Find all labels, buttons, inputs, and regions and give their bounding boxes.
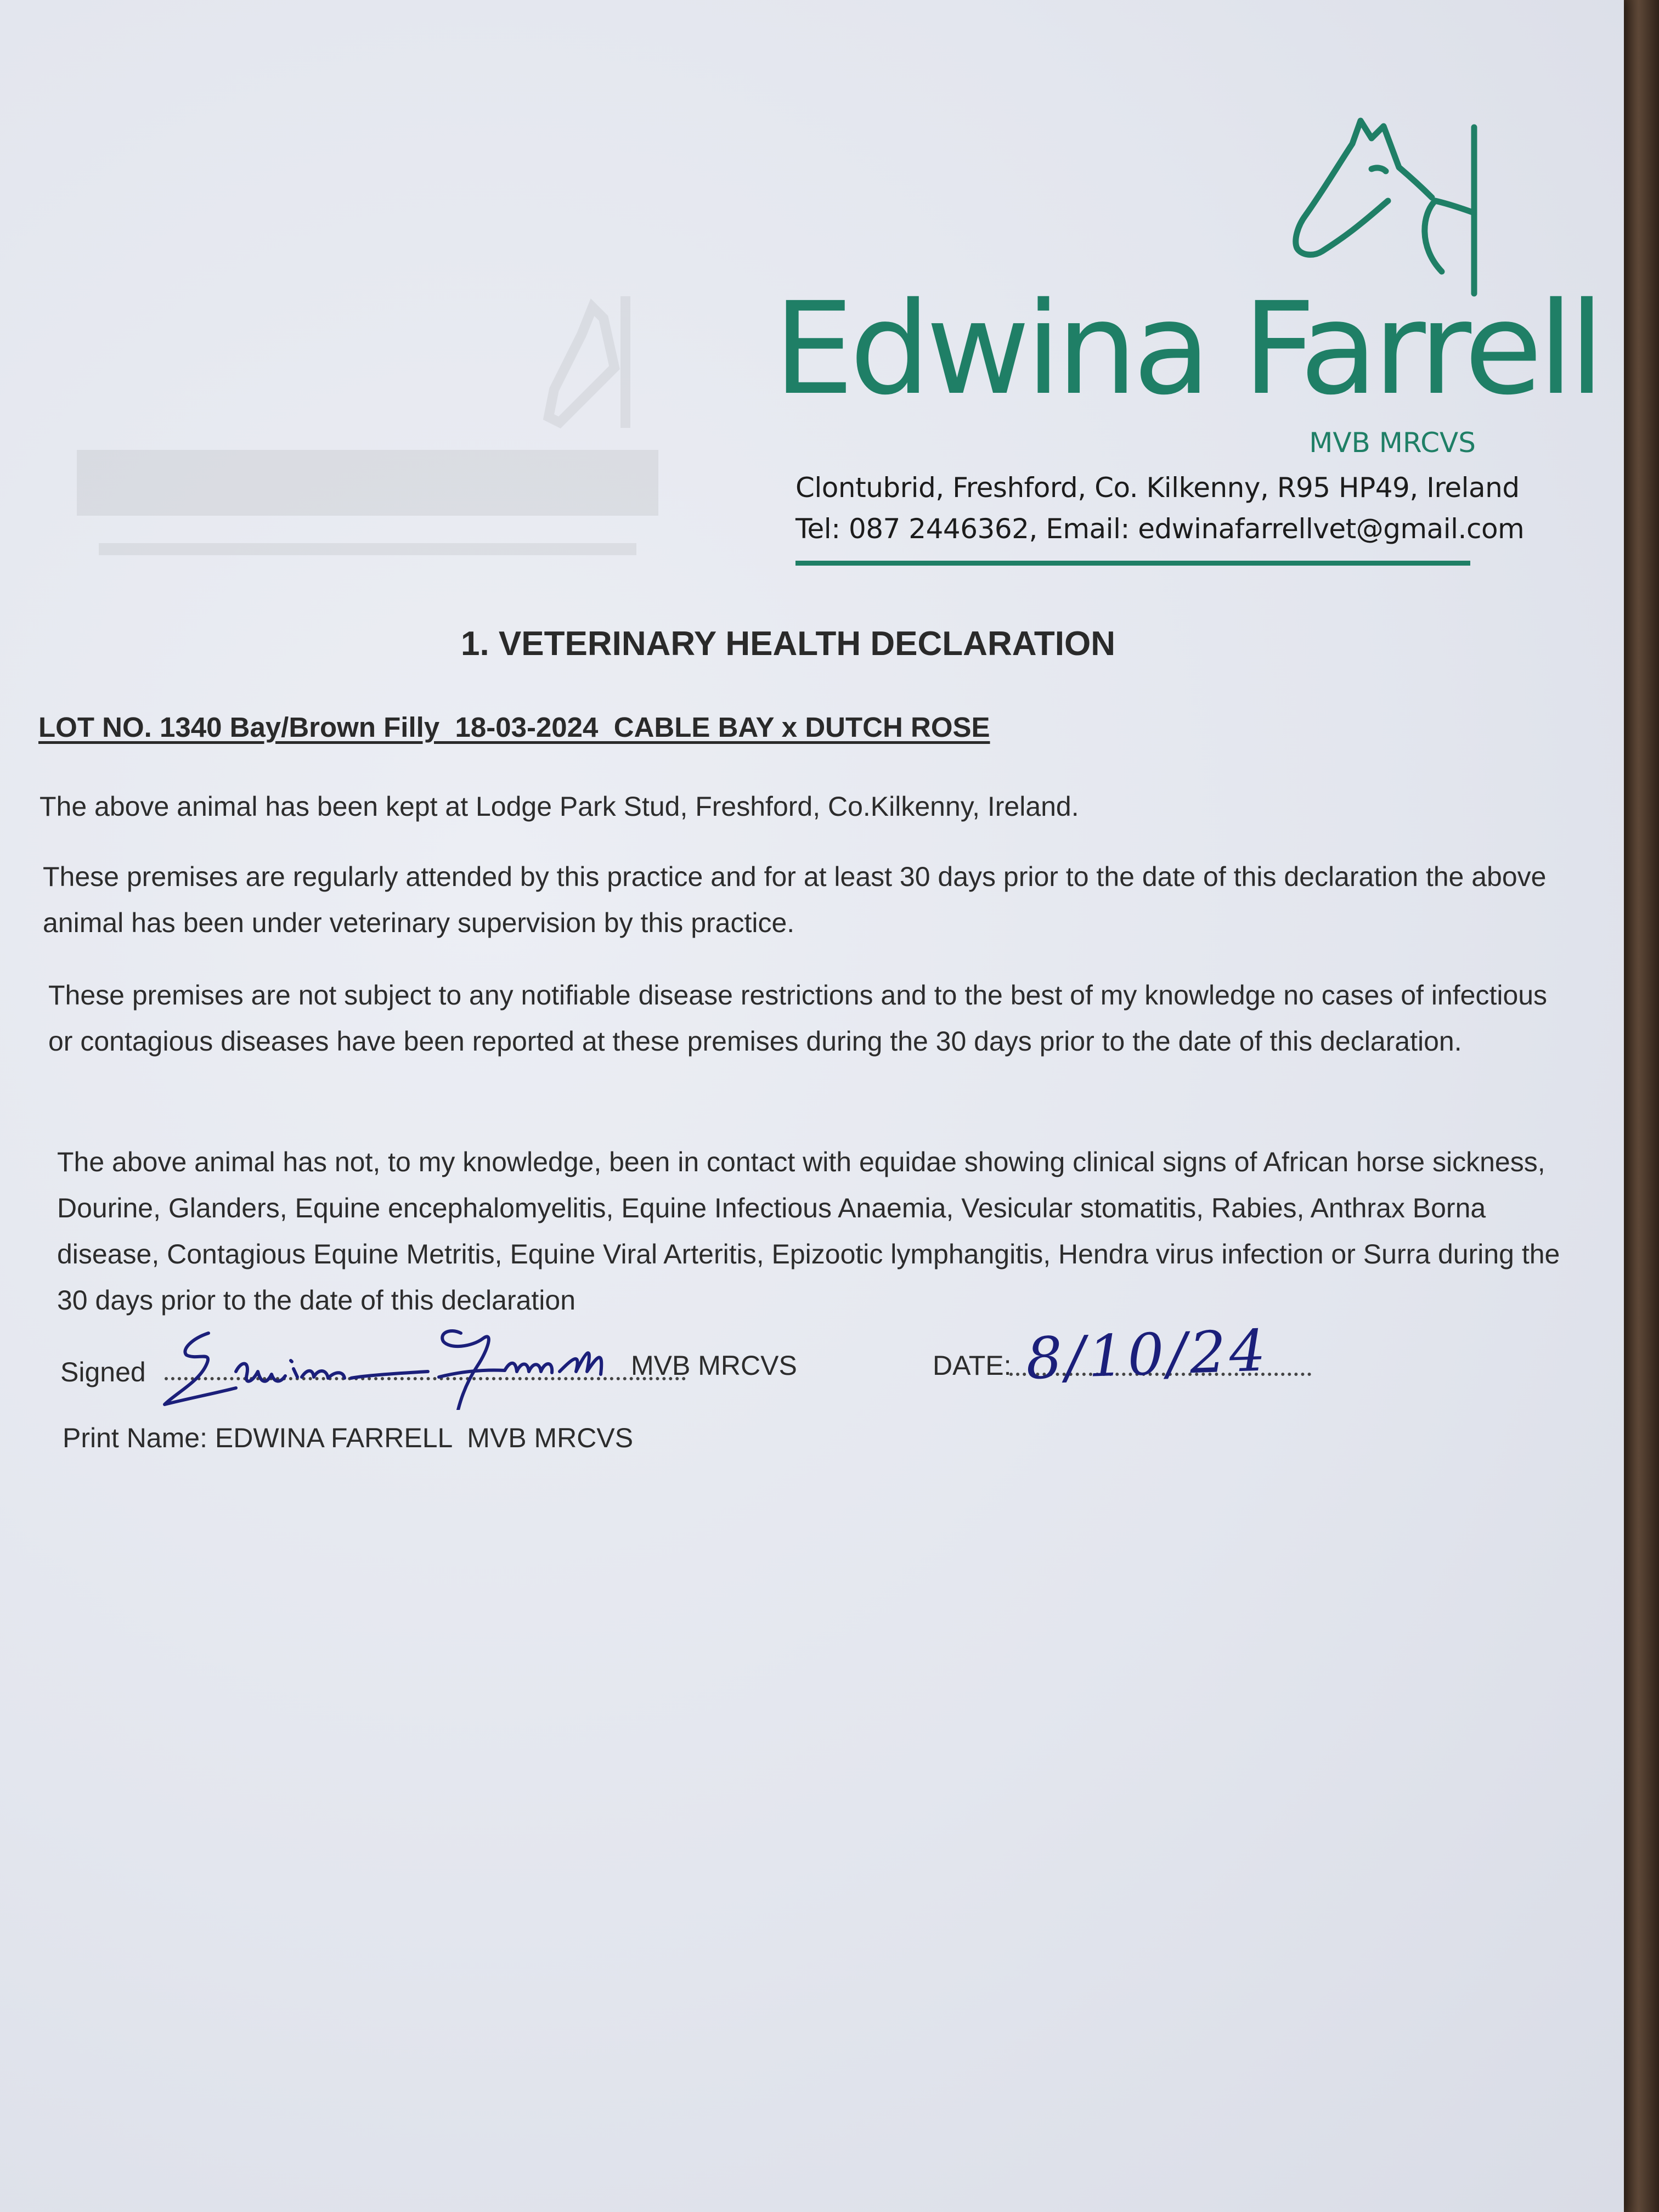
print-name: Print Name: EDWINA FARRELL MVB MRCVS [63,1423,634,1453]
lot-line: LOT NO. 1340 Bay/Brown Filly 18-03-2024 CABLE BAY x DUTCH ROSE [38,712,990,743]
practice-name: Edwina Farrell [774,275,1600,423]
signature-qualifications: MVB MRCVS [631,1350,797,1381]
practice-contact: Tel: 087 2446362, Email: edwinafarrellvet@gmail.com [795,513,1525,545]
signed-label: Signed [60,1357,146,1387]
handwritten-signature [154,1317,691,1410]
paragraph-kept-at: The above animal has been kept at Lodge Park Stud, Freshford, Co.Kilkenny, Ireland. [40,791,1079,822]
paragraph-disease-contact: The above animal has not, to my knowledge, been in contact with equidae showing clinical signs of African horse sickness, Dourine, Glanders, Equine encephalomyelitis, Equine Infectious Anaemia, Vesicular stomatitis, Rabies, Anthrax Borna disease, Contagious Equine Metritis, Equine Viral Arteritis, Epizootic lymphangitis, Hendra virus infection or Surra during the 30 days prior to the date of this declaration [57,1147,1560,1316]
practice-qualifications: MVB MRCVS [1309,427,1476,459]
document-title: 1. VETERINARY HEALTH DECLARATION [461,625,1115,663]
letterhead [757,110,1600,592]
signature-row [60,1317,1377,1410]
practice-address: Clontubrid, Freshford, Co. Kilkenny, R95 HP49, Ireland [795,472,1520,504]
handwritten-date: 8/10/24 [1025,1317,1270,1392]
letterhead-divider [795,561,1470,566]
date-label: DATE: [933,1350,1012,1381]
show-through-letterhead [77,285,680,582]
paragraph-restrictions: These premises are not subject to any notifiable disease restrictions and to the best of my knowledge no cases of infectious or contagious diseases have been reported at these premises during the 30 days prior to the date of this declaration. [48,980,1548,1057]
paragraph-supervision: These premises are regularly attended by this practice and for at least 30 days prior to the date of this declaration the above animal has been under veterinary supervision by this practice. [43,861,1547,938]
